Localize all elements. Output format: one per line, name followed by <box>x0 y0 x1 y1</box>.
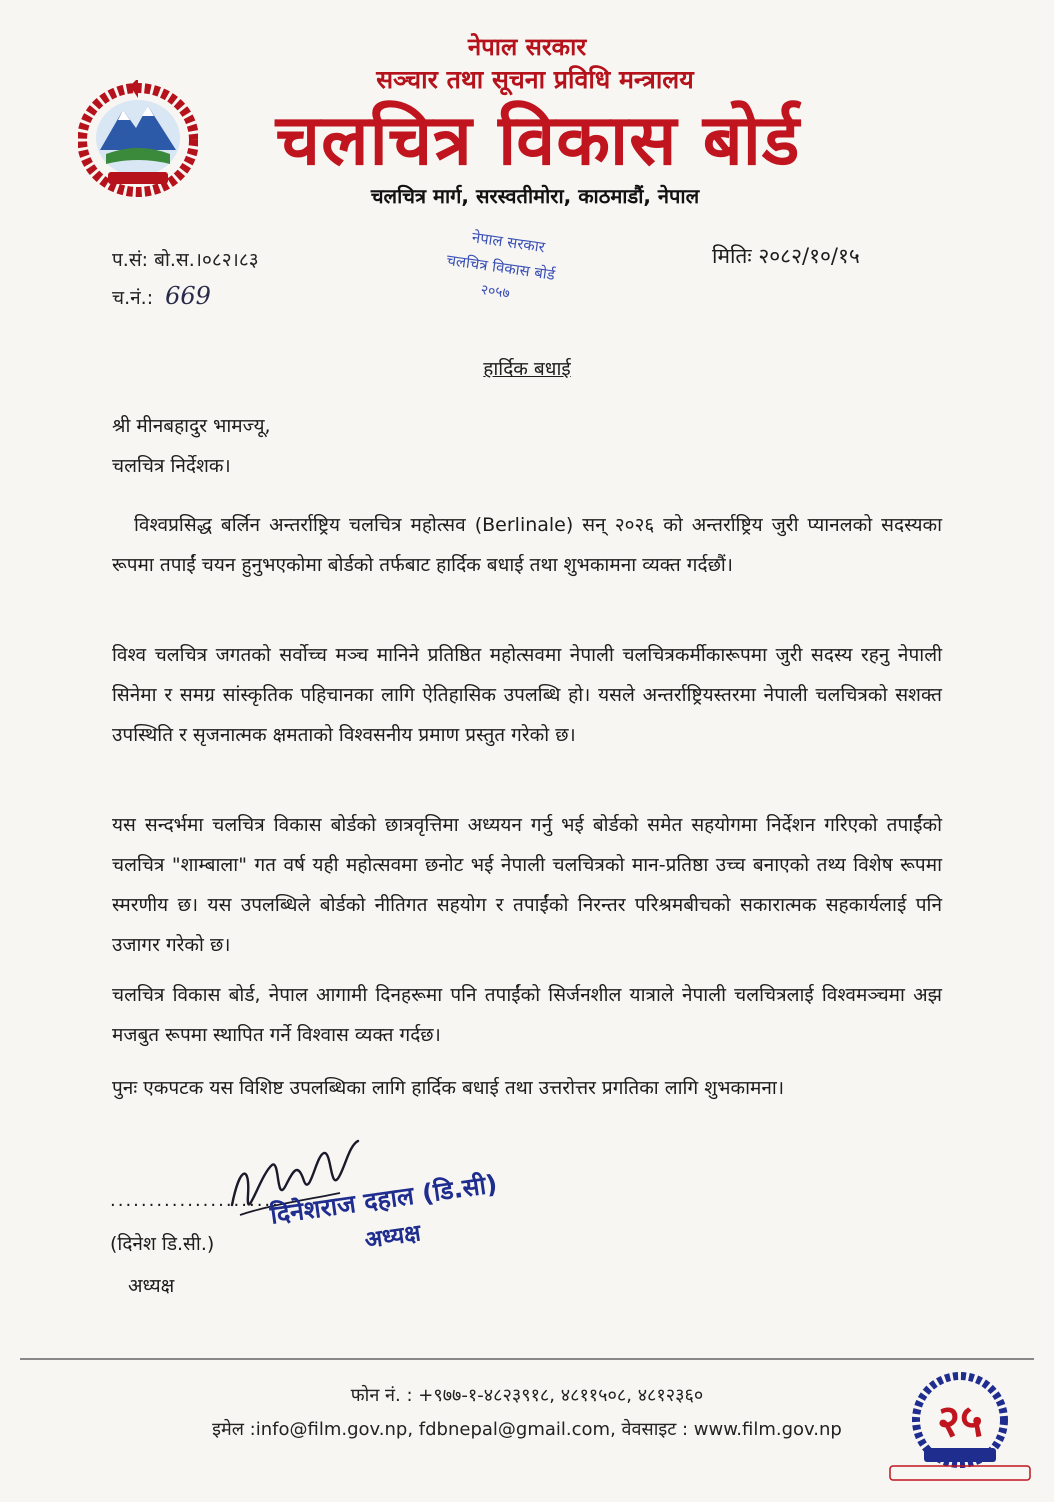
government-heading: नेपाल सरकार <box>467 32 587 61</box>
25th-anniversary-badge-icon <box>880 1368 1040 1486</box>
letter-subject <box>0 355 1054 381</box>
stamp-line-3: २०५७ <box>479 281 511 302</box>
letter-date: मितिः २०८२/१०/१५ <box>712 244 860 268</box>
body-paragraph-4: चलचित्र विकास बोर्ड, नेपाल आगामी दिनहरूमा पनि तपाईंको सिर्जनशील यात्राले नेपाली चलचित्रलाई विश्वमञ्चमा अझ मजबुत रूपमा स्थापित गर्ने विश्वास व्यक्त गर्दछ। <box>112 984 942 1046</box>
dispatch-number: 669 <box>165 282 211 310</box>
dispatch-label: च.नं.: <box>112 287 154 309</box>
body-paragraph-2: विश्व चलचित्र जगतको सर्वोच्च मञ्च मानिने प्रतिष्ठित महोत्सवमा नेपाली चलचित्रकर्मीकारूपमा जुरी सदस्य रहनु नेपाली सिनेमा र समग्र सांस्कृतिक पहिचानका लागि ऐतिहासिक उपलब्धि हो। यसले अन्तर्राष्ट्रियस्तरमा नेपाली चलचित्रको सशक्त उपस्थिति र सृजनात्मक क्षमताको विश्वसनीय प्रमाण प्रस्तुत गरेको छ। <box>112 644 942 746</box>
letter-number: प.सं: बो.स.।०८२।८३ <box>112 249 259 271</box>
body-paragraph-5: पुनः एकपटक यस विशिष्ट उपलब्धिका लागि हार्दिक बधाई तथा उत्तरोत्तर प्रगतिका लागि शुभकामना। <box>112 1077 785 1099</box>
signature-dots: ...................... <box>110 1190 280 1211</box>
nepal-emblem-icon <box>78 80 198 198</box>
footer-divider <box>20 1358 1034 1360</box>
signatory-designation: अध्यक्ष <box>128 1275 175 1297</box>
stamp-line-1: नेपाल सरकार <box>470 228 547 257</box>
ministry-heading: सञ्चार तथा सूचना प्रविधि मन्त्रालय <box>376 65 694 94</box>
footer-email-web: इमेल :info@film.gov.np, fdbnepal@gmail.com, वेवसाइट : www.film.gov.np <box>212 1419 842 1440</box>
subject-text: हार्दिक बधाई <box>483 358 571 380</box>
body-paragraph-3: यस सन्दर्भमा चलचित्र विकास बोर्डको छात्रवृत्तिमा अध्ययन गर्नु भई बोर्डको समेत सहयोगमा निर्देशन गरिएको तपाईंको चलचित्र "शाम्बाला" गत वर्ष यही महोत्सवमा छनोट भई नेपाली चलचित्रको मान-प्रतिष्ठा उच्च बनाएको तथ्य विशेष रूपमा स्मरणीय छ। यस उपलब्धिले बोर्डको नीतिगत सहयोग र तपाईंको निरन्तर परिश्रमबीचको सकारात्मक सहकार्यलाई पनि उजागर गरेको छ। <box>112 814 942 956</box>
footer-phone: फोन नं. : +९७७-१-४८२३९१८, ४८११५०८, ४८१२३६० <box>350 1385 704 1406</box>
addressee-name: श्री मीनबहादुर भामज्यू, <box>112 415 271 437</box>
signatory-name: (दिनेश डि.सी.) <box>110 1233 215 1255</box>
body-paragraph-1: विश्वप्रसिद्ध बर्लिन अन्तर्राष्ट्रिय चलचित्र महोत्सव (Berlinale) सन् २०२६ को अन्तर्राष्ट्रिय जुरी प्यानलको सदस्यका रूपमा तपाईं चयन हुनुभएकोमा बोर्डको तर्फबाट हार्दिक बधाई तथा शुभकामना व्यक्त गर्दछौं। <box>112 514 942 576</box>
office-stamp <box>432 224 592 314</box>
name-stamp-title: अध्यक्ष <box>363 1220 423 1254</box>
board-address: चलचित्र मार्ग, सरस्वतीमोरा, काठमाडौं, नेपाल <box>370 184 700 208</box>
name-stamp-name: दिनेशराज दहाल (डि.सी) <box>268 1169 500 1230</box>
board-title: चलचित्र विकास बोर्ड <box>275 99 801 181</box>
stamp-line-2: चलचित्र विकास बोर्ड <box>445 250 557 284</box>
addressee-title: चलचित्र निर्देशक। <box>112 455 231 477</box>
dispatch-number-row <box>112 282 211 310</box>
svg-text:२५: २५ <box>937 1396 983 1447</box>
